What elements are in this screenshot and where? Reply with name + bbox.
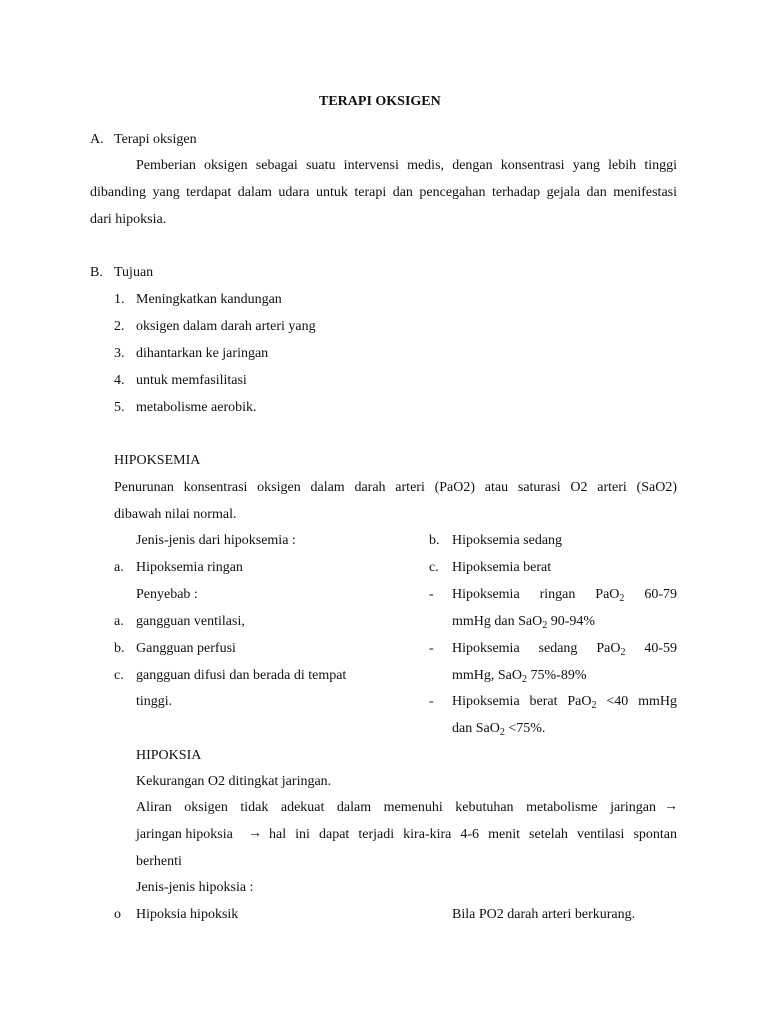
hipoksemia-definition-line-2: dibawah nilai normal. xyxy=(114,507,237,522)
arrow-right-icon: → xyxy=(664,799,678,814)
berat-criteria-line-2: dan SaO$_2$ <75%. xyxy=(452,721,546,738)
bullet-icon: o xyxy=(114,907,121,922)
list-item-marker: b. xyxy=(429,533,440,548)
hipoksia-line-3b: hal ini dapat terjadi kira-kira 4-6 menit setelah ventilasi spontan xyxy=(269,827,677,842)
hipoksia-line-1: Kekurangan O2 ditingkat jaringan. xyxy=(136,774,332,789)
hipoksia-line-3a: jaringan hipoksia xyxy=(136,827,233,842)
list-item-number: 1. xyxy=(114,292,125,307)
sedang-criteria-line-1: Hipoksemia sedang PaO$_2$ 40-59 xyxy=(452,641,677,658)
list-item: untuk memfasilitasi xyxy=(136,373,247,388)
list-item-marker: a. xyxy=(114,614,124,629)
list-item: Hipoksemia berat xyxy=(452,560,552,575)
list-item-marker: b. xyxy=(114,641,125,656)
hipoksia-line-2: Aliran oksigen tidak adekuat dalam memenuhi kebutuhan metabolisme jaringan xyxy=(136,800,656,815)
sedang-criteria-line-2: mmHg, SaO$_2$ 75%-89% xyxy=(452,668,587,685)
section-a-heading: Terapi oksigen xyxy=(114,132,197,147)
hipoksemia-definition-line-1: Penurunan konsentrasi oksigen dalam darah arteri (PaO2) atau saturasi O2 arteri (SaO2) xyxy=(114,480,677,495)
berat-criteria-line-1: Hipoksemia berat PaO$_2$ <40 mmHg xyxy=(452,694,677,711)
list-item-marker: c. xyxy=(114,668,124,683)
jenis-hipoksia-label: Jenis-jenis hipoksia : xyxy=(136,880,254,895)
list-item: dihantarkan ke jaringan xyxy=(136,346,269,361)
dash-marker: - xyxy=(429,641,434,656)
arrow-right-icon: → xyxy=(248,826,262,841)
ringan-criteria-line-1: Hipoksemia ringan PaO$_2$ 60-79 xyxy=(452,587,678,604)
list-item-marker: c. xyxy=(429,560,439,575)
list-item: oksigen dalam darah arteri yang xyxy=(136,319,316,334)
section-b-marker: B. xyxy=(90,265,103,280)
section-a-line-1: Pemberian oksigen sebagai suatu intervensi medis, dengan konsentrasi yang lebih tinggi xyxy=(136,158,677,173)
list-item-continuation: tinggi. xyxy=(136,694,173,709)
section-a-marker: A. xyxy=(90,132,104,147)
jenis-hipoksemia-label: Jenis-jenis dari hipoksemia : xyxy=(136,533,296,548)
page-title: TERAPI OKSIGEN xyxy=(319,94,441,109)
list-item: gangguan ventilasi, xyxy=(136,614,245,629)
ringan-criteria-line-2: mmHg dan SaO$_2$ 90-94% xyxy=(452,614,596,631)
list-item-description: Bila PO2 darah arteri berkurang. xyxy=(452,907,636,922)
hipoksia-line-4: berhenti xyxy=(136,854,182,869)
dash-marker: - xyxy=(429,694,434,709)
hipoksemia-heading: HIPOKSEMIA xyxy=(114,453,201,468)
list-item-number: 3. xyxy=(114,346,125,361)
section-a-line-3: dari hipoksia. xyxy=(90,212,167,227)
list-item-number: 5. xyxy=(114,400,125,415)
section-a-line-2: dibanding yang terdapat dalam udara untuk terapi dan pencegahan terhadap gejala dan menifestasi xyxy=(90,185,677,200)
penyebab-label: Penyebab : xyxy=(136,587,198,602)
list-item: gangguan difusi dan berada di tempat xyxy=(136,668,347,683)
list-item: metabolisme aerobik. xyxy=(136,400,257,415)
list-item: Hipoksemia ringan xyxy=(136,560,243,575)
list-item: Gangguan perfusi xyxy=(136,641,236,656)
list-item: Meningkatkan kandungan xyxy=(136,292,282,307)
list-item: Hipoksemia sedang xyxy=(452,533,563,548)
list-item-number: 4. xyxy=(114,373,125,388)
list-item-marker: a. xyxy=(114,560,124,575)
list-item-number: 2. xyxy=(114,319,125,334)
section-b-heading: Tujuan xyxy=(114,265,154,280)
list-item: Hipoksia hipoksik xyxy=(136,907,239,922)
dash-marker: - xyxy=(429,587,434,602)
hipoksia-heading: HIPOKSIA xyxy=(136,748,202,763)
